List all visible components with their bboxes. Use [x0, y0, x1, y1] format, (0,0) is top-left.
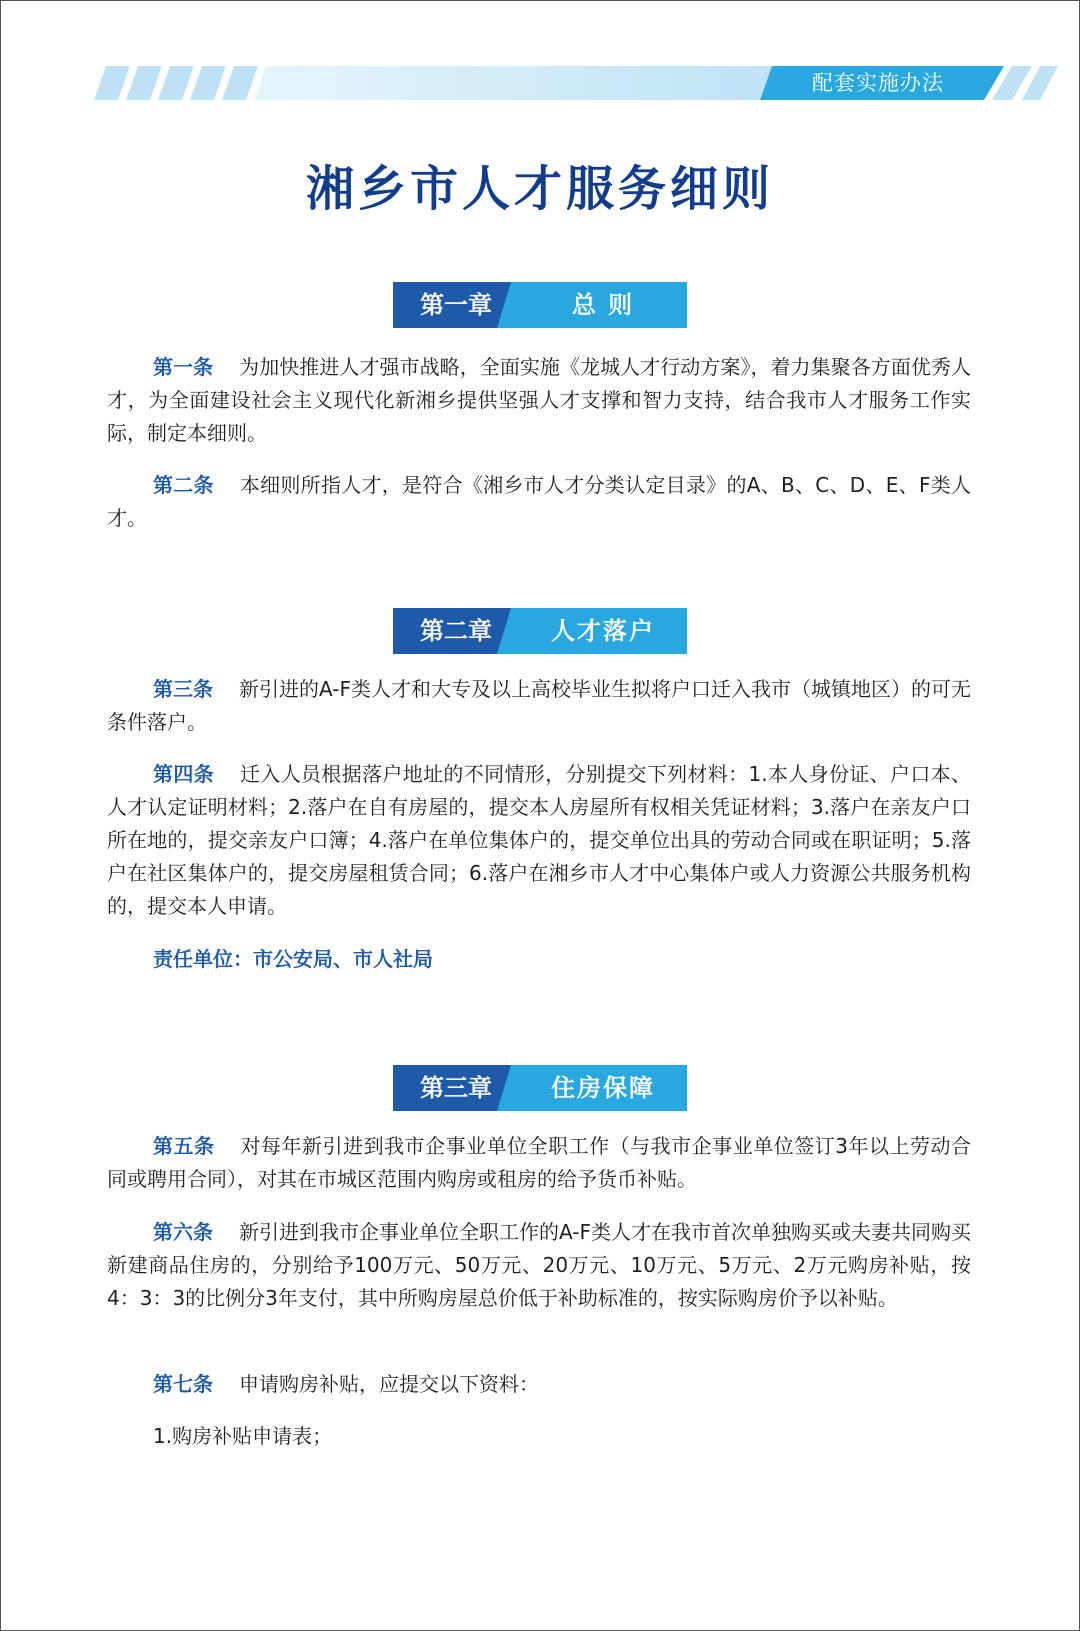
responsibility-units: 责任单位：市公安局、市人社局: [153, 947, 433, 971]
article-1: [107, 351, 971, 450]
chapter-2-banner: [393, 608, 687, 654]
article-4-text: 迁入人员根据落户地址的不同情形，分别提交下列材料：1.本人身份证、户口本、人才认定证明材料；2.落户在自有房屋的，提交本人房屋所有权相关凭证材料；3.落户在亲友户口所在地的，提交亲友户口簿；4.落户在单位集体户的，提交单位出具的劳动合同或在职证明；5.落户在社区集体户的，提交房屋租赁合同；6.落户在湘乡市人才中心集体户或人力资源公共服务机构的，提交本人申请。: [107, 762, 972, 918]
header-section-label: 配套实施办法: [812, 71, 944, 95]
chapter-3-number: 第三章: [420, 1074, 492, 1102]
chapter-3-banner: [393, 1065, 687, 1111]
article-3: [107, 673, 971, 739]
article-6-text: 新引进到我市企事业单位全职工作的A-F类人才在我市首次单独购买或夫妻共同购买新建商品住房的，分别给予100万元、50万元、20万元、10万元、5万元、2万元购房补贴，按4：3：3的比例分3年支付，其中所购房屋总价低于补助标准的，按实际购房价予以补贴。: [107, 1220, 972, 1310]
article-5-label: 第五条: [153, 1134, 215, 1158]
chapter-1-name: 总 则: [571, 291, 635, 319]
article-6-label: 第六条: [153, 1220, 214, 1244]
article-7: [107, 1368, 971, 1401]
article-5-text: 对每年新引进到我市企事业单位全职工作（与我市企事业单位签订3年以上劳动合同或聘用合同），对其在市城区范围内购房或租房的给予货币补贴。: [107, 1134, 971, 1191]
article-5: [107, 1130, 971, 1196]
article-6: [107, 1216, 971, 1315]
article-2-text: 本细则所指人才，是符合《湘乡市人才分类认定目录》的A、B、C、D、E、F类人才。: [107, 473, 971, 530]
article-2: [107, 469, 971, 535]
article-7-text: 申请购房补贴，应提交以下资料：: [239, 1372, 539, 1396]
list-item-1: 1.购房补贴申请表；: [153, 1424, 333, 1448]
article-1-label: 第一条: [153, 355, 214, 379]
chapter-1-banner: [393, 282, 687, 328]
page-title: 湘乡市人才服务细则: [305, 161, 774, 217]
article-3-text: 新引进的A-F类人才和大专及以上高校毕业生拟将户口迁入我市（城镇地区）的可无条件落户。: [107, 677, 972, 734]
article-4-label: 第四条: [153, 762, 215, 786]
chapter-3-name: 住房保障: [551, 1074, 655, 1102]
article-2-label: 第二条: [153, 473, 214, 497]
article-7-label: 第七条: [153, 1372, 213, 1396]
chapter-2-name: 人才落户: [551, 617, 655, 645]
article-4: [107, 758, 971, 923]
article-3-label: 第三条: [153, 677, 214, 701]
chapter-1-number: 第一章: [420, 291, 492, 319]
article-1-text: 为加快推进人才强市战略，全面实施《龙城人才行动方案》，着力集聚各方面优秀人才，为全面建设社会主义现代化新湘乡提供坚强人才支撑和智力支持，结合我市人才服务工作实际，制定本细则。: [107, 355, 972, 445]
chapter-2-number: 第二章: [420, 617, 492, 645]
